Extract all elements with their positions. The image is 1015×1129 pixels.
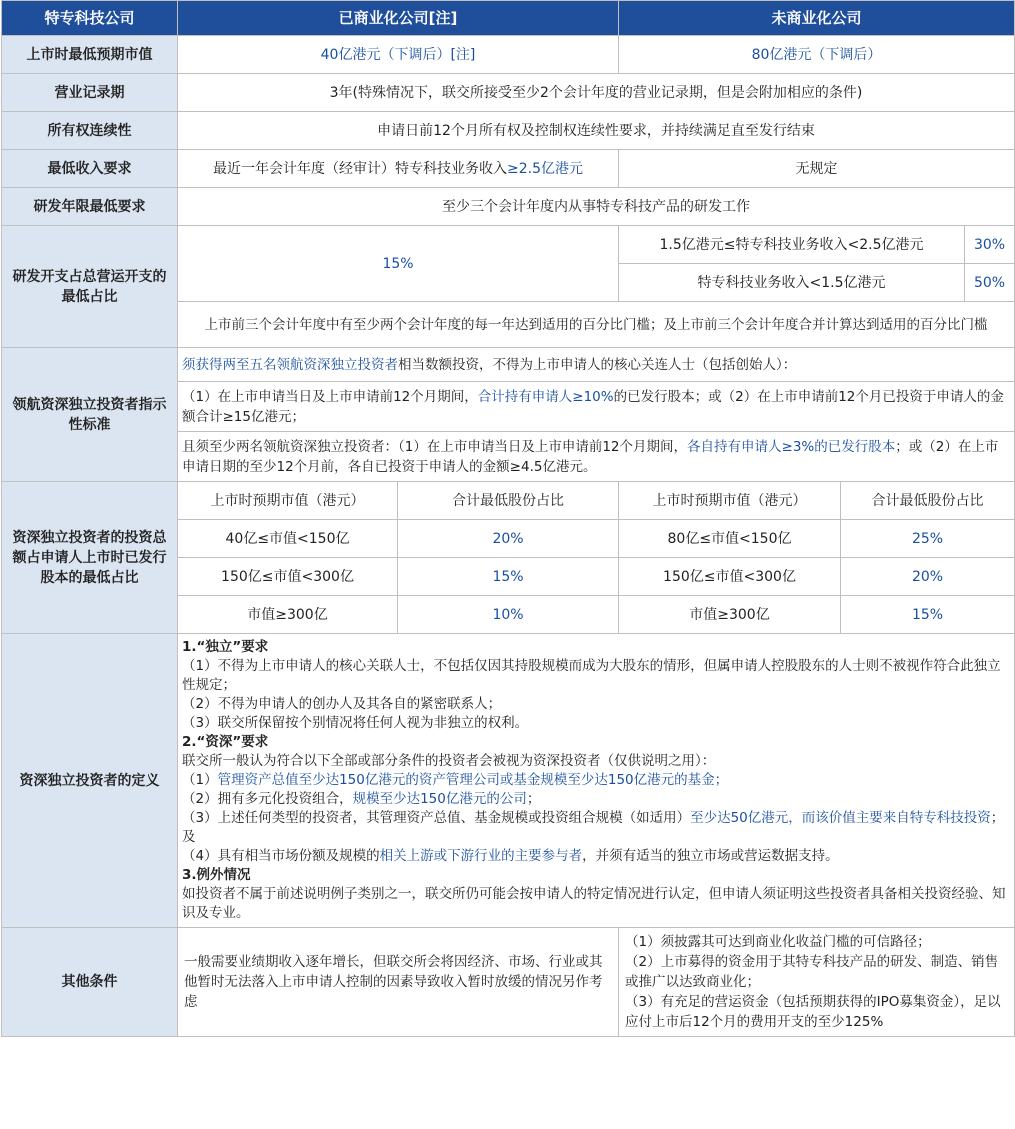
row-label-rd-ratio: 研发开支占总营运开支的最低占比 <box>2 226 178 348</box>
row-label-min-revenue: 最低收入要求 <box>2 150 178 188</box>
min-share-p-range: 150亿≤市值<300亿 <box>619 558 841 596</box>
min-revenue-commercial <box>178 150 619 188</box>
definition-s3-blue: 至少达50亿港元，而该价值主要来自特专科技投资 <box>690 810 991 826</box>
definition-h3: 3.例外情况 <box>182 867 251 883</box>
min-share-c-range: 150亿≤市值<300亿 <box>178 558 398 596</box>
ownership-value: 申请日前12个月所有权及控制权连续性要求，并持续满足直至发行结束 <box>178 112 1015 150</box>
min-share-p-range: 80亿≤市值<150亿 <box>619 520 841 558</box>
definition-s1-a: （1） <box>182 772 218 788</box>
rd-ratio-tier1-label: 1.5亿港元≤特专科技业务收入<2.5亿港元 <box>619 226 965 264</box>
rd-ratio-tier1-value: 30% <box>965 226 1015 264</box>
other-pc2: （2）上市募得的资金用于其特专科技产品的研发、制造、销售或推广以达致商业化； <box>625 954 999 990</box>
definition-i2: （2）不得为申请人的创办人及其各自的紧密联系人； <box>182 696 502 712</box>
other-precommercial <box>619 928 1015 1037</box>
rd-ratio-note: 上市前三个会计年度中有至少两个会计年度的每一年达到适用的百分比门槛；及上市前三个会计年度合并计算达到适用的百分比门槛 <box>178 302 1015 348</box>
min-share-commercial-col-a: 上市时预期市值（港元） <box>178 482 398 520</box>
definition-s2-b: ； <box>526 791 541 807</box>
definition-s4 <box>182 847 1010 866</box>
lead-investor-p2-text-b: 的已发行股本；或（2）在上市申请前12个月已投资于申请人的金额合计≥15亿港元； <box>182 388 1004 425</box>
definition-s3 <box>182 809 1010 847</box>
row-label-min-share: 资深独立投资者的投资总额占申请人上市时已发行股本的最低占比 <box>2 482 178 634</box>
min-revenue-precommercial: 无规定 <box>619 150 1015 188</box>
definition-s2-a: （2）拥有多元化投资组合， <box>182 791 353 807</box>
min-share-p-pct: 20% <box>841 558 1015 596</box>
rd-ratio-commercial: 15% <box>178 226 619 302</box>
min-share-precommercial-col-a: 上市时预期市值（港元） <box>619 482 841 520</box>
definition-s2-blue: 规模至少达150亿港元的公司 <box>352 791 527 807</box>
header-commercial: 已商业化公司[注] <box>178 1 619 36</box>
definition-s1 <box>182 771 1010 790</box>
definition-s2 <box>182 790 1010 809</box>
listing-requirements-table <box>1 0 1015 1037</box>
min-share-p-pct: 15% <box>841 596 1015 634</box>
lead-investor-p1-text: 相当数额投资，不得为上市申请人的核心关连人士（包括创始人）： <box>398 356 797 373</box>
min-share-c-pct: 15% <box>398 558 619 596</box>
row-label-other: 其他条件 <box>2 928 178 1037</box>
min-share-commercial-col-b: 合计最低股份占比 <box>398 482 619 520</box>
definition-s1-blue: 管理资产总值至少达150亿港元的资产管理公司或基金规模至少达150亿港元的基金； <box>217 772 729 788</box>
min-share-precommercial-col-b: 合计最低股份占比 <box>841 482 1015 520</box>
other-commercial: 一般需要业绩期收入逐年增长，但联交所会将因经济、市场、行业或其他暂时无法落入上市申请人控制的因素导致收入暂时放缓的情况另作考虑 <box>178 928 619 1037</box>
lead-investor-p3-threshold: 各自持有申请人≥3%的已发行股本 <box>687 438 896 455</box>
market-cap-commercial: 40亿港元（下调后）[注] <box>178 36 619 74</box>
definition-s4-blue: 相关上游或下游行业的主要参与者 <box>379 848 583 864</box>
row-label-track-record: 营业记录期 <box>2 74 178 112</box>
definition-i1: （1）不得为上市申请人的核心关联人士，不包括仅因其持股规模而成为大股东的情形，但属申请人控股股东的人士则不被视作符合此独立性规定； <box>182 658 1001 693</box>
definition-h1: 1.“独立”要求 <box>182 639 269 655</box>
lead-investor-p2 <box>178 382 1015 432</box>
row-label-rd-years: 研发年限最低要求 <box>2 188 178 226</box>
definition-exception: 如投资者不属于前述说明例子类别之一，联交所仍可能会按申请人的特定情况进行认定，但申请人须证明这些投资者具备相关投资经验、知识及专业。 <box>182 886 1006 921</box>
definition-i3: （3）联交所保留按个别情况将任何人视为非独立的权利。 <box>182 715 529 731</box>
row-label-definition: 资深独立投资者的定义 <box>2 634 178 928</box>
lead-investor-p1 <box>178 348 1015 382</box>
other-pc3: （3）有充足的营运资金（包括预期获得的IPO募集资金），足以应付上市后12个月的费用开支的至少125% <box>625 994 1001 1030</box>
rd-ratio-tier2-value: 50% <box>965 264 1015 302</box>
row-label-lead-investor: 领航资深独立投资者指示性标准 <box>2 348 178 482</box>
definition-s3-b: ；及 <box>182 810 1005 845</box>
min-share-p-range: 市值≥300亿 <box>619 596 841 634</box>
min-share-c-range: 40亿≤市值<150亿 <box>178 520 398 558</box>
definition-content <box>178 634 1015 928</box>
lead-investor-p2-text-a: （1）在上市申请当日及上市申请前12个月期间， <box>182 388 478 405</box>
definition-s4-b: ，并须有适当的独立市场或营运数据支持。 <box>582 848 839 864</box>
lead-investor-count: 须获得两至五名领航资深独立投资者 <box>182 356 398 373</box>
min-share-c-range: 市值≥300亿 <box>178 596 398 634</box>
definition-intro: 联交所一般认为符合以下全部或部分条件的投资者会被视为资深投资者（仅供说明之用）： <box>182 753 716 769</box>
min-share-c-pct: 10% <box>398 596 619 634</box>
other-pc1: （1）须披露其可达到商业化收益门槛的可信路径； <box>625 934 931 950</box>
market-cap-precommercial: 80亿港元（下调后） <box>619 36 1015 74</box>
lead-investor-p2-threshold: 合计持有申请人≥10% <box>477 388 614 405</box>
rd-ratio-tier2-label: 特专科技业务收入<1.5亿港元 <box>619 264 965 302</box>
min-share-c-pct: 20% <box>398 520 619 558</box>
lead-investor-p3 <box>178 432 1015 482</box>
definition-s3-a: （3）上述任何类型的投资者，其管理资产总值、基金规模或投资组合规模（如适用） <box>182 810 691 826</box>
lead-investor-p3-text-b: ；或（2）在上市申请日期的至少12个月前，各自已投资于申请人的金额≥4.5亿港元。 <box>182 438 999 475</box>
definition-h2: 2.“资深”要求 <box>182 734 269 750</box>
rd-years-value: 至少三个会计年度内从事特专科技产品的研发工作 <box>178 188 1015 226</box>
min-share-p-pct: 25% <box>841 520 1015 558</box>
definition-s4-a: （4）具有相当市场份额及规模的 <box>182 848 380 864</box>
row-label-market-cap: 上市时最低预期市值 <box>2 36 178 74</box>
row-label-ownership: 所有权连续性 <box>2 112 178 150</box>
min-revenue-threshold: ≥2.5亿港元 <box>507 160 583 177</box>
min-revenue-text: 最近一年会计年度（经审计）特专科技业务收入 <box>213 160 507 177</box>
header-company-type: 特专科技公司 <box>2 1 178 36</box>
header-precommercial: 未商业化公司 <box>619 1 1015 36</box>
track-record-value: 3年(特殊情况下，联交所接受至少2个会计年度的营业记录期，但是会附加相应的条件) <box>178 74 1015 112</box>
lead-investor-p3-text-a: 且须至少两名领航资深独立投资者：（1）在上市申请当日及上市申请前12个月期间， <box>182 438 688 455</box>
